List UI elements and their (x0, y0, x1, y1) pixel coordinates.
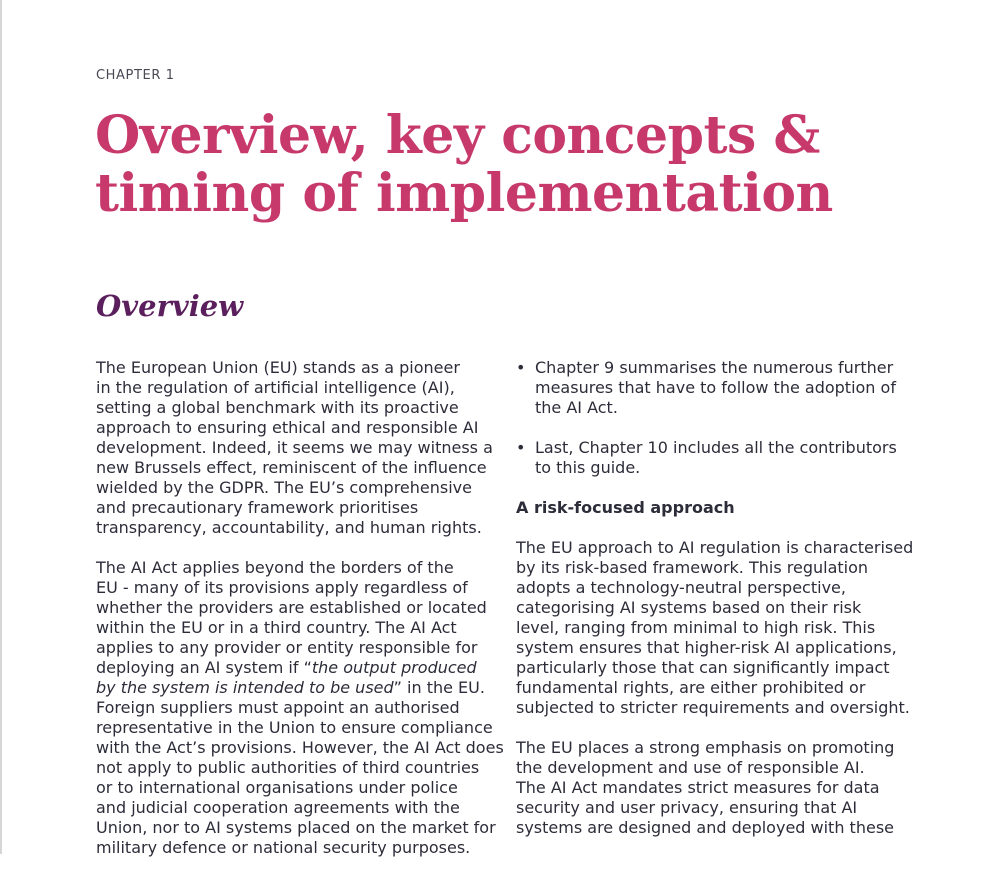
text-line: and judicial cooperation agreements with the (96, 798, 460, 817)
text-line: subjected to stricter requirements and oversight. (516, 698, 910, 717)
text-line: • Chapter 9 summarises the numerous further (535, 358, 894, 377)
paragraph-risk-framework (516, 538, 914, 718)
quote-italic: the output produced (311, 658, 477, 677)
text-line: and precautionary framework prioritises (96, 498, 419, 517)
text-line: applies to any provider or entity responsible for (96, 638, 478, 657)
text-line: approach to ensuring ethical and responsible AI (96, 418, 479, 437)
section-heading-overview: Overview (96, 289, 244, 323)
text-line: The EU places a strong emphasis on promoting (516, 738, 895, 757)
text-line (96, 658, 481, 678)
left-column (96, 358, 504, 878)
paragraph-responsible-ai (516, 738, 911, 838)
right-column (516, 358, 914, 858)
text-line: in the regulation of artificial intelligence (AI), (96, 378, 455, 397)
text-line: setting a global benchmark with its proactive (96, 398, 459, 417)
text-line: wielded by the GDPR. The EU’s comprehensive (96, 478, 472, 497)
chapter-bullet-list (516, 358, 911, 478)
paragraph-eu-pioneer (96, 358, 493, 538)
text-line (96, 678, 485, 698)
text-line: within the EU or in a third country. The AI Act (96, 618, 457, 637)
title-line: timing of implementation (95, 163, 833, 224)
title-line: Overview, key concepts & (95, 105, 820, 166)
text-line: Union, nor to AI systems placed on the market for (96, 818, 496, 837)
text-line: particularly those that can significantly impact (516, 658, 890, 677)
text-line: the AI Act. (535, 398, 618, 417)
text-line: categorising AI systems based on their risk (516, 598, 862, 617)
text-line: The European Union (EU) stands as a pioneer (96, 358, 460, 377)
bullet-item (516, 358, 911, 418)
text-line: systems are designed and deployed with these (516, 818, 894, 837)
text-line: Foreign suppliers must appoint an authorised (96, 698, 460, 717)
text-line: military defence or national security purposes. (96, 838, 471, 857)
subheading-risk-approach: A risk-focused approach (516, 498, 735, 517)
text-line: development. Indeed, it seems we may witness a (96, 438, 493, 457)
text-line: The EU approach to AI regulation is characterised (516, 538, 914, 557)
text-line: measures that have to follow the adoption of (535, 378, 896, 397)
quote-prefix: deploying an AI system if “ (96, 658, 312, 677)
text-line: with the Act’s provisions. However, the AI Act does (96, 738, 504, 757)
quote-italic: by the system is intended to be used (96, 678, 394, 697)
text-line: system ensures that higher-risk AI applications, (516, 638, 897, 657)
text-line: to this guide. (535, 458, 641, 477)
text-line: • Last, Chapter 10 includes all the contributors (535, 438, 897, 457)
text-line: The AI Act applies beyond the borders of the (96, 558, 454, 577)
text-line: security and user privacy, ensuring that AI (516, 798, 858, 817)
text-line: EU - many of its provisions apply regardless of (96, 578, 468, 597)
text-line: adopts a technology-neutral perspective, (516, 578, 846, 597)
text-line: fundamental rights, are either prohibited or (516, 678, 866, 697)
page-title (95, 107, 895, 223)
text-line: by its risk-based framework. This regulation (516, 558, 869, 577)
text-line: representative in the Union to ensure compliance (96, 718, 493, 737)
paragraph-scope (96, 558, 504, 858)
chapter-label: CHAPTER 1 (96, 68, 175, 83)
text-line: or to international organisations under police (96, 778, 458, 797)
text-line: transparency, accountability, and human rights. (96, 518, 482, 537)
text-line: The AI Act mandates strict measures for data (516, 778, 880, 797)
text-line: level, ranging from minimal to high risk. This (516, 618, 876, 637)
quote-suffix: ” in the EU. (393, 678, 485, 697)
text-line: the development and use of responsible AI. (516, 758, 865, 777)
text-line: new Brussels effect, reminiscent of the influence (96, 458, 487, 477)
bullet-item (516, 438, 911, 478)
page-edge-rule (0, 0, 2, 854)
text-line: whether the providers are established or located (96, 598, 487, 617)
text-line: not apply to public authorities of third countries (96, 758, 480, 777)
